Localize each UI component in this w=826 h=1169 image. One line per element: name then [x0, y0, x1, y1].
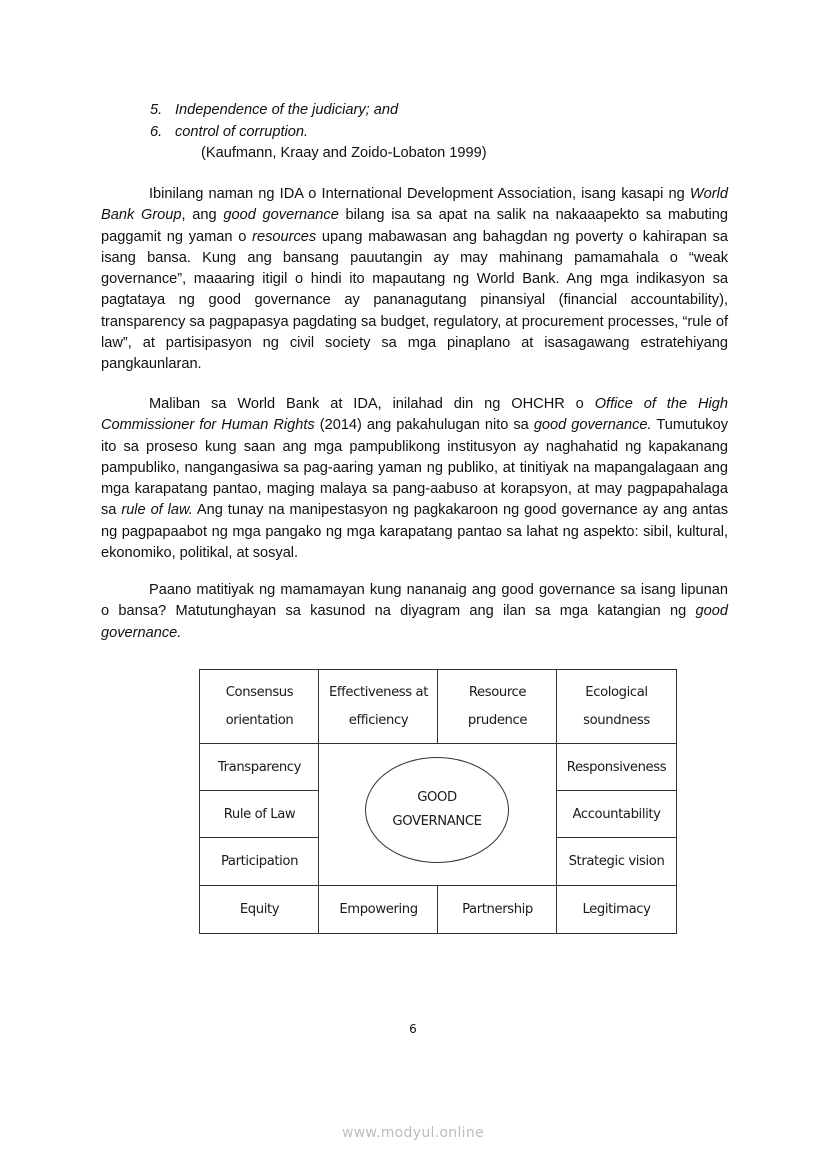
diagram-cell-strategic-vision: Strategic vision [556, 837, 677, 887]
paragraph-ida [101, 184, 728, 376]
text-segment: upang mabawasan ang bahagdan ng poverty o kahirapan sa isang bansa. Kung ang bansang pauutangin ay may mahinang pamamahala o “weak governance”, maaaring itigil o hindi ito mapautang ng World Bank. Ang mga indikasyon sa pagtataya ng good governance ay pananagutang pinansiyal (financial accountability), transparency sa pagpapasya pagdating sa budget, regulatory, at procurement processes, “rule of law”, at partisipasyon ng civil society sa mga pinaplano at isasagawang estratehiyang pangkaunlaran. [101, 228, 729, 373]
paragraph-ohchr [101, 394, 728, 564]
text-segment: bilang isa sa apat na salik na nakaaapekto sa mabuting paggamit ng yaman o [101, 207, 729, 245]
good-governance-ellipse [365, 757, 509, 863]
cell-label-line: orientation [225, 713, 294, 728]
cell-label-line: Ecological [585, 685, 648, 700]
diagram-cell-empowering: Empowering [318, 885, 439, 934]
list-item-text: Independence of the judiciary; and [175, 102, 399, 118]
text-segment: Paano matitiyak ng mamamayan kung nananaig ang good governance sa isang lipunan o bansa? Matutunghayan sa kasunod na diyagram ang ilan sa mga katangian ng [101, 582, 728, 620]
italic-text: rule of law. [121, 502, 193, 519]
good-governance-diagram [199, 669, 677, 934]
diagram-cell-equity: Equity [199, 885, 320, 934]
diagram-cell-consensus-orientation [199, 669, 320, 745]
paragraph-diagram-intro [101, 580, 728, 644]
cell-label-line: Effectiveness at [329, 685, 428, 700]
diagram-cell-responsiveness: Responsiveness [556, 743, 677, 792]
diagram-cell-rule-of-law: Rule of Law [199, 790, 320, 839]
cell-label-line: efficiency [348, 713, 409, 728]
italic-text: Office of the High Commissioner for Human Rights [101, 396, 728, 434]
text-segment: (2014) ang pakahulugan nito sa [314, 417, 534, 434]
italic-text: World Bank Group [101, 186, 728, 224]
diagram-cell-resource-prudence [437, 669, 558, 745]
page-number: 6 [409, 1022, 417, 1036]
italic-text: good governance. [533, 417, 652, 434]
list-item [150, 122, 398, 144]
list-item [150, 100, 398, 122]
diagram-cell-ecological-soundness [556, 669, 677, 745]
diagram-center-area [318, 743, 558, 887]
text-segment: Ang tunay na manipestasyon ng pagkakaroon ng good governance ay ang antas ng pagpapaabot ng mga pangako ng mga karapatang pantao sa lahat ng aspekto: sibil, kultural, ekonomiko, politikal, at sosyal. [101, 502, 728, 562]
center-label-line: GOVERNANCE [392, 814, 482, 829]
cell-label-line: soundness [583, 713, 650, 728]
text-segment: Tumutukoy ito sa proseso kung saan ang mga pampublikong institusyon ay naghahatid ng kapakanang pampubliko, nangangasiwa sa pag-aaring yaman ng publiko, at tinitiyak na mapangalagaan ang mga karapatang pantao, maging malaya sa pang-aabuso at korapsyon, at may pagpapahalaga sa [101, 417, 728, 519]
text-segment: , ang [181, 207, 224, 224]
diagram-cell-transparency: Transparency [199, 743, 320, 792]
diagram-cell-partnership: Partnership [437, 885, 558, 934]
cell-label-line: Resource [468, 685, 527, 700]
text-segment: Ibinilang naman ng IDA o International Development Association, isang kasapi ng [149, 186, 690, 202]
diagram-cell-effectiveness-efficiency [318, 669, 439, 745]
italic-text: good governance. [101, 603, 728, 641]
diagram-cell-participation: Participation [199, 837, 320, 887]
center-label-line: GOOD [417, 790, 457, 805]
text-segment: Maliban sa World Bank at IDA, inilahad din ng OHCHR o [149, 396, 595, 412]
cell-label-line: Consensus [225, 685, 294, 700]
diagram-cell-accountability: Accountability [556, 790, 677, 839]
watermark: www.modyul.online [342, 1125, 484, 1141]
list-item-number: 6. [150, 123, 163, 140]
diagram-cell-legitimacy: Legitimacy [556, 885, 677, 934]
list-item-number: 5. [150, 102, 163, 118]
citation: (Kaufmann, Kraay and Zoido-Lobaton 1999) [201, 145, 487, 161]
list-item-text: control of corruption. [175, 123, 309, 140]
italic-text: good governance [223, 207, 339, 224]
italic-text: resources [252, 228, 317, 245]
cell-label-line: prudence [467, 713, 528, 728]
numbered-list-continuation [150, 100, 398, 143]
